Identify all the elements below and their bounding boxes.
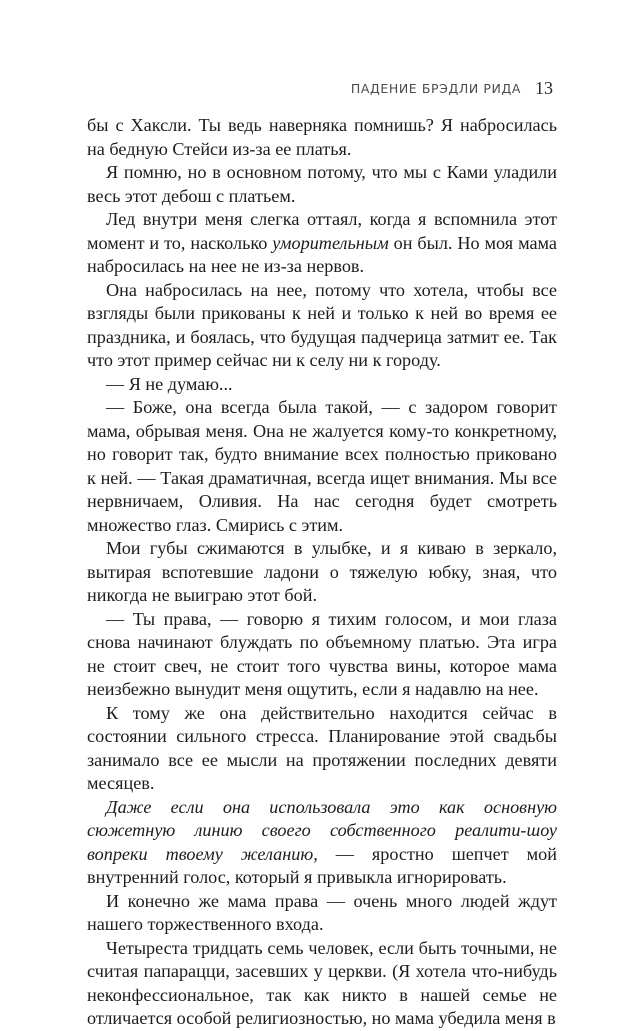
inner-voice-italic: Даже если она использовала это как основную сюжетную линию своего собственного реалити-шоу вопреки твоему желанию,	[87, 796, 557, 864]
paragraph: — Ты права, — говорю я тихим голосом, и мои глаза снова начинают блуждать по объемному платью. Эта игра не стоит свеч, не стоит того чувства вины, которое мама неизбежно вынудит меня ощутить, если я надавлю на нее.	[87, 608, 557, 699]
paragraph: Я помню, но в основном потому, что мы с Ками уладили весь этот дебош с платьем.	[87, 162, 557, 206]
paragraph: Мои губы сжимаются в улыбке, и я киваю в зеркало, вытирая вспотевшие ладони о тяжелую юбку, зная, что никогда не выиграю этот бой.	[87, 538, 557, 605]
paragraph-text: Лед внутри меня слегка оттаял, когда я вспомнила этот момент и то, насколько	[87, 209, 557, 253]
paragraph	[87, 796, 557, 890]
paragraph-text: — яростно шепчет мой внутренний голос, который я привыкла игнорировать.	[87, 843, 557, 887]
paragraph: И конечно же мама права — очень много людей ждут нашего торжественного входа.	[87, 890, 557, 934]
paragraph: — Я не думаю...	[106, 373, 233, 394]
paragraph: Четыреста тридцать семь человек, если быть точными, не считая папарацци, засевших у церкви. (Я хотела что-нибудь неконфессиональное, так как никто в нашей семье не отличается особой религиозностью, но мама убедила меня в	[87, 937, 557, 1028]
running-title: ПАДЕНИЕ БРЭДЛИ РИДА	[350, 81, 521, 96]
paragraph-text: он был. Но моя мама набросилась на нее не из-за нервов.	[87, 232, 557, 276]
page-number: 13	[535, 78, 553, 98]
paragraph: Она набросилась на нее, потому что хотела, чтобы все взгляды были прикованы к ней и только к ней во время ее праздника, и боялась, что будущая падчерица затмит ее. Так что этот пример сейчас ни к селу ни к городу.	[87, 279, 557, 370]
running-head	[0, 78, 553, 99]
paragraph	[87, 208, 557, 279]
paragraph: К тому же она действительно находится сейчас в состоянии сильного стресса. Планирование этой свадьбы занимало все ее мысли на протяжении последних девяти месяцев.	[87, 702, 557, 793]
paragraph: — Боже, она всегда была такой, — с задором говорит мама, обрывая меня. Она не жалуется кому-то конкретному, но говорит так, будто внимание всех полностью приковано к ней. — Такая драматичная, всегда ищет внимания. Мы все нервничаем, Оливия. На нас сегодня будет смотреть множество глаз. Смирись с этим.	[87, 397, 557, 535]
paragraph: бы с Хаксли. Ты ведь наверняка помнишь? Я набросилась на бедную Стейси из-за ее платья.	[87, 115, 557, 159]
body-text	[87, 114, 557, 1031]
emphasized-word: уморительным	[272, 232, 389, 253]
